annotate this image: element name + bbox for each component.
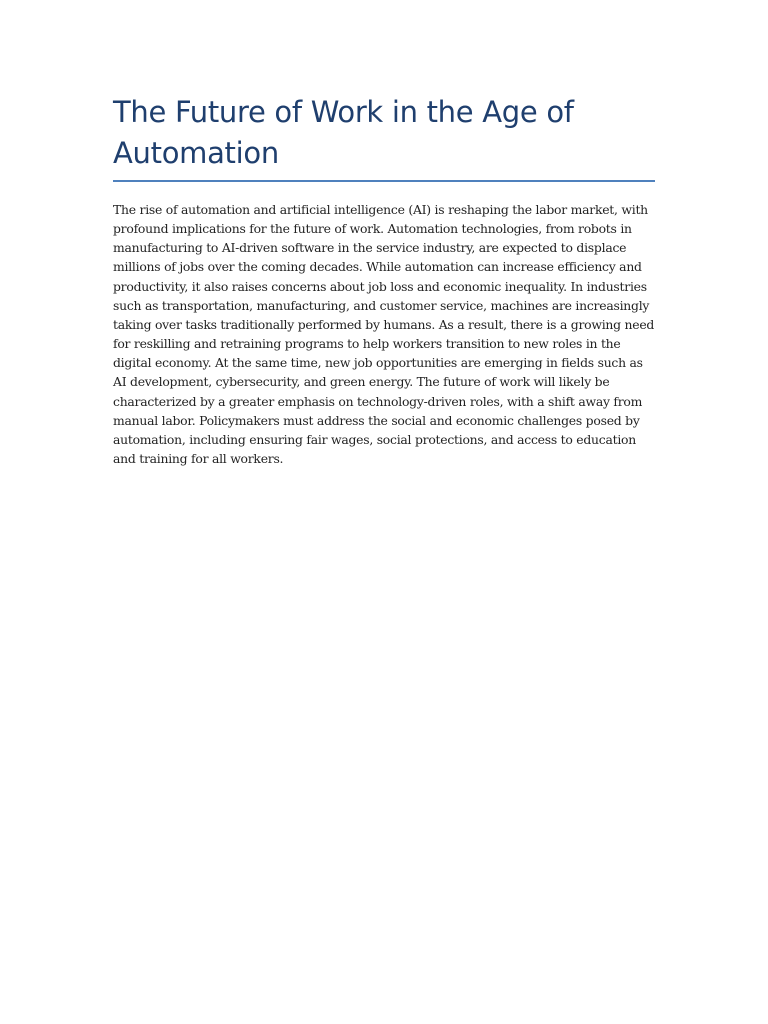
body-paragraph: The rise of automation and artificial intelligence (AI) is reshaping the labor market, with profound implications for the future of work. Automation technologies, from robots in manufacturing to AI-driven software in the service industry, are expected to displace millions of jobs over the coming decades. While automation can increase efficiency and productivity, it also raises concerns about job loss and economic inequality. In industries such as transportation, manufacturing, and customer service, machines are increasingly taking over tasks traditionally performed by humans. As a result, there is a growing need for reskilling and retraining programs to help workers transition to new roles in the digital economy. At the same time, new job opportunities are emerging in fields such as AI development, cybersecurity, and green energy. The future of work will likely be characterized by a greater emphasis on technology-driven roles, with a shift away from manual labor. Policymakers must address the social and economic challenges posed by automation, including ensuring fair wages, social protections, and access to education and training for all workers. — [113, 202, 655, 467]
title-underline-rule — [113, 180, 655, 182]
document-title: The Future of Work in the Age of Automation — [113, 95, 574, 170]
